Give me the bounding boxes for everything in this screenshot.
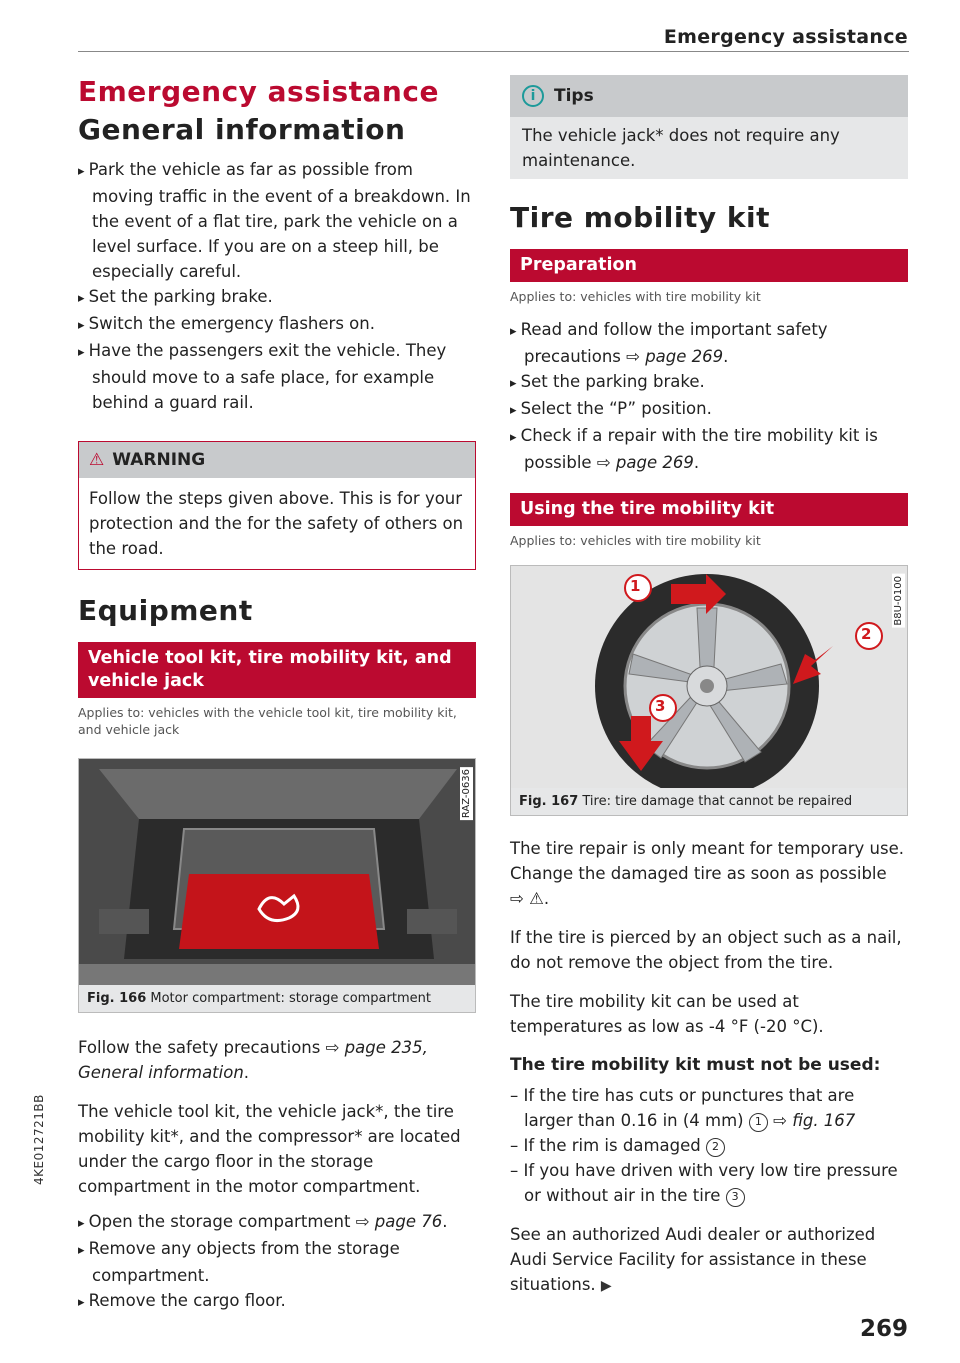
general-steps [78,157,476,415]
safety-paragraph [78,1035,476,1085]
step-item: ▸ Set the parking brake. [78,284,476,311]
tips-label: Tips [554,86,594,106]
text: Read and follow the important safety precautions [520,320,828,366]
tire-mobility-title: Tire mobility kit [510,201,770,234]
info-icon: i [522,85,544,107]
list-item [510,1158,908,1208]
step-item [510,317,908,369]
step-item [78,1209,476,1236]
running-title: Emergency assistance [663,26,908,48]
header-rule [78,51,909,52]
page-number: 269 [859,1316,908,1342]
text: Check if a repair with the tire mobility kit is possible [520,426,878,472]
figure-167 [510,565,908,816]
step-item: ▸ Remove the cargo floor. [78,1288,476,1315]
figure-link[interactable]: ⇨ fig. 167 [767,1111,856,1130]
callout-1: 1 [630,577,641,595]
list-item [510,1133,908,1158]
dealer-paragraph [510,1222,908,1299]
callout-3: 3 [655,697,666,715]
page-link[interactable]: ⇨ page 76 [355,1212,443,1231]
tips-header [510,75,908,117]
open-steps [78,1209,476,1315]
motor-compartment-image [79,759,475,985]
callout-ref: 2 [706,1138,725,1157]
tool-kit-heading: Vehicle tool kit, tire mobility kit, and vehicle jack [78,642,476,698]
tips-text: The vehicle jack* does not require any maintenance. [510,117,908,179]
step-item: ▸ Have the passengers exit the vehicle. They should move to a safe place, for example behind a guard rail. [78,338,476,415]
right-column [510,75,908,1299]
text: Follow the safety precautions [78,1038,326,1057]
text: . [723,347,729,366]
text: See an authorized Audi dealer or authorized Audi Service Facility for assistance in these situations. [510,1225,876,1294]
must-not-list [510,1083,908,1208]
using-heading: Using the tire mobility kit [510,493,908,526]
list-item [510,1083,908,1133]
step-item [510,423,908,475]
text: If the tire has cuts or punctures that are larger than 0.16 in (4 mm) [523,1086,855,1130]
tool-kit-applies: Applies to: vehicles with the vehicle tool kit, tire mobility kit, and vehicle jack [78,705,457,737]
text: . [442,1212,448,1231]
text: . [693,453,700,472]
warning-ref-link[interactable]: ⇨ ⚠. [510,889,550,908]
left-column [78,75,476,1315]
warning-box [78,441,476,570]
using-applies: Applies to: vehicles with tire mobility kit [510,533,761,548]
text: Open the storage compartment [88,1212,356,1231]
warning-triangle-icon: ⚠ [89,450,105,470]
step-item: ▸ Remove any objects from the storage compartment. [78,1236,476,1288]
document-code: 4KE012721BB [32,1094,46,1185]
figure-code: B8U-0100 [893,576,904,626]
warning-label: WARNING [112,450,206,470]
callout-2: 2 [861,625,872,643]
step-item: ▸ Switch the emergency flashers on. [78,311,476,338]
text: . [243,1063,250,1082]
step-item: ▸ Park the vehicle as far as possible from moving traffic in the event of a breakdown. In the event of a flat tire, park the vehicle on a level surface. If you are on a steep hill, be especially careful. [78,157,476,284]
figure-caption-text: Tire: tire damage that cannot be repaired [582,794,853,809]
callout-ref: 1 [749,1113,768,1132]
page-link[interactable]: ⇨ page 269 [596,453,694,472]
figure-166 [78,758,476,1013]
step-item: ▸ Select the “P” position. [510,396,908,423]
section-title: Emergency assistance [78,75,439,108]
text: If the rim is damaged [523,1136,706,1155]
warning-header [79,442,475,478]
continue-arrow-icon: ▶ [600,1278,612,1294]
tire-illustration [511,566,907,788]
text: If you have driven with very low tire pressure or without air in the tire [523,1161,898,1205]
figure-caption [511,788,907,815]
motor-compartment-illustration [79,759,475,985]
preparation-applies: Applies to: vehicles with tire mobility kit [510,289,761,304]
general-info-title: General information [78,113,406,146]
figure-caption-text: Motor compartment: storage compartment [150,991,431,1006]
figure-code: RAZ-0636 [461,769,472,819]
equipment-title: Equipment [78,594,253,627]
preparation-heading: Preparation [510,249,908,282]
equipment-paragraph: The vehicle tool kit, the vehicle jack*, the tire mobility kit*, and the compressor* are located under the cargo floor in the storage compartment in the motor compartment. [78,1102,461,1196]
warning-text: Follow the steps given above. This is for your protection and the for the safety of others on the road. [89,489,464,558]
page-link[interactable]: ⇨ page 269 [626,347,724,366]
tire-image [511,566,907,788]
figure-caption [79,985,475,1012]
text: The tire repair is only meant for temporary use. Change the damaged tire as soon as possible [510,839,904,883]
preparation-steps [510,317,908,475]
temperature-paragraph: The tire mobility kit can be used at temperatures as low as -4 °F (-20 °C). [510,992,824,1036]
page-link[interactable]: ⇨ page 235, General information [78,1038,428,1082]
temporary-use-paragraph [510,836,908,911]
figure-number: Fig. 167 [519,794,579,809]
step-item: ▸ Set the parking brake. [510,369,908,396]
callout-ref: 3 [726,1188,745,1207]
figure-number: Fig. 166 [87,991,147,1006]
pierced-paragraph: If the tire is pierced by an object such as a nail, do not remove the object from the tire. [510,928,902,972]
must-not-heading: The tire mobility kit must not be used: [510,1055,881,1075]
